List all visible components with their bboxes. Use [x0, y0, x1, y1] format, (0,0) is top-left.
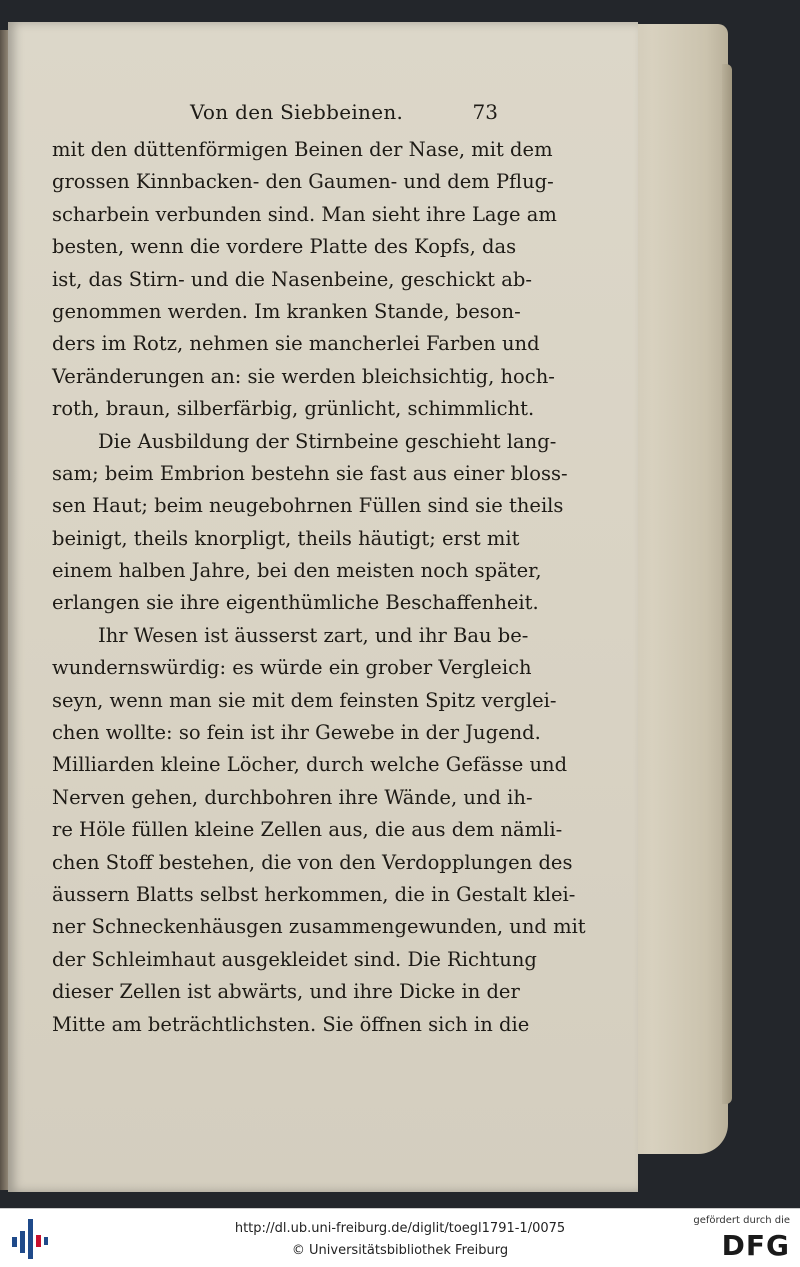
text-line: genommen werden. Im kranken Stande, beson- [52, 299, 521, 323]
page-number: 73 [472, 100, 498, 124]
text-line: sen Haut; beim neugebohrnen Füllen sind sie theils [52, 494, 564, 518]
text-line: beinigt, theils knorpligt, theils häutigt; erst mit [52, 526, 520, 550]
viewer-footer [0, 1208, 800, 1267]
permalink-url[interactable]: http://dl.ub.uni-freiburg.de/diglit/toegl1791-1/0075 [234, 1221, 566, 1236]
text-line: dieser Zellen ist abwärts, und ihre Dicke in der [52, 980, 520, 1004]
copyright-notice: © Universitätsbibliothek Freiburg [291, 1243, 509, 1258]
text-line: sam; beim Embrion bestehn sie fast aus einer bloss- [52, 461, 568, 485]
text-line: Ihr Wesen ist äusserst zart, und ihr Bau be- [98, 623, 529, 647]
text-line: der Schleimhaut ausgekleidet sind. Die Richtung [52, 947, 537, 971]
text-line: chen wollte: so fein ist ihr Gewebe in der Jugend. [52, 721, 541, 745]
text-line: besten, wenn die vordere Platte des Kopfs, das [52, 235, 517, 259]
text-line: Milliarden kleine Löcher, durch welche Gefässe und [52, 753, 568, 777]
dfg-logo: DFG [721, 1229, 790, 1262]
text-line: einem halben Jahre, bei den meisten noch später, [52, 559, 542, 583]
text-line: Nerven gehen, durchbohren ihre Wände, und ih- [52, 785, 533, 809]
text-line: äussern Blatts selbst herkommen, die in Gestalt klei- [52, 882, 576, 906]
text-line: scharbein verbunden sind. Man sieht ihre Lage am [52, 202, 557, 226]
funding-note: gefördert durch die [693, 1215, 790, 1226]
body-text [52, 134, 586, 1041]
text-line: chen Stoff bestehen, die von den Verdopplungen des [52, 850, 573, 874]
text-line: Die Ausbildung der Stirnbeine geschieht lang- [98, 429, 557, 453]
text-line: re Höle füllen kleine Zellen aus, die aus dem nämli- [52, 818, 563, 842]
text-line: wundernswürdig: es würde ein grober Vergleich [52, 656, 532, 680]
text-line: ist, das Stirn- und die Nasenbeine, geschickt ab- [52, 267, 532, 291]
text-line: seyn, wenn man sie mit dem feinsten Spitz verglei- [52, 688, 557, 712]
page-header [52, 96, 498, 130]
text-line: roth, braun, silberfärbig, grünlicht, schimmlicht. [52, 397, 535, 421]
text-line: ders im Rotz, nehmen sie mancherlei Farben und [52, 332, 540, 356]
text-line: Veränderungen an: sie werden bleichsichtig, hoch- [52, 364, 555, 388]
text-line: erlangen sie ihre eigenthümliche Beschaffenheit. [52, 591, 539, 615]
text-line: ner Schneckenhäusgen zusammengewunden, und mit [52, 915, 586, 939]
running-title: Von den Siebbeinen. [190, 100, 404, 124]
text-line: grossen Kinnbacken- den Gaumen- und dem Pflug- [52, 170, 554, 194]
text-line: Mitte am beträchtlichsten. Sie öffnen sich in die [52, 1012, 530, 1036]
text-line: mit den düttenförmigen Beinen der Nase, mit dem [52, 138, 553, 161]
